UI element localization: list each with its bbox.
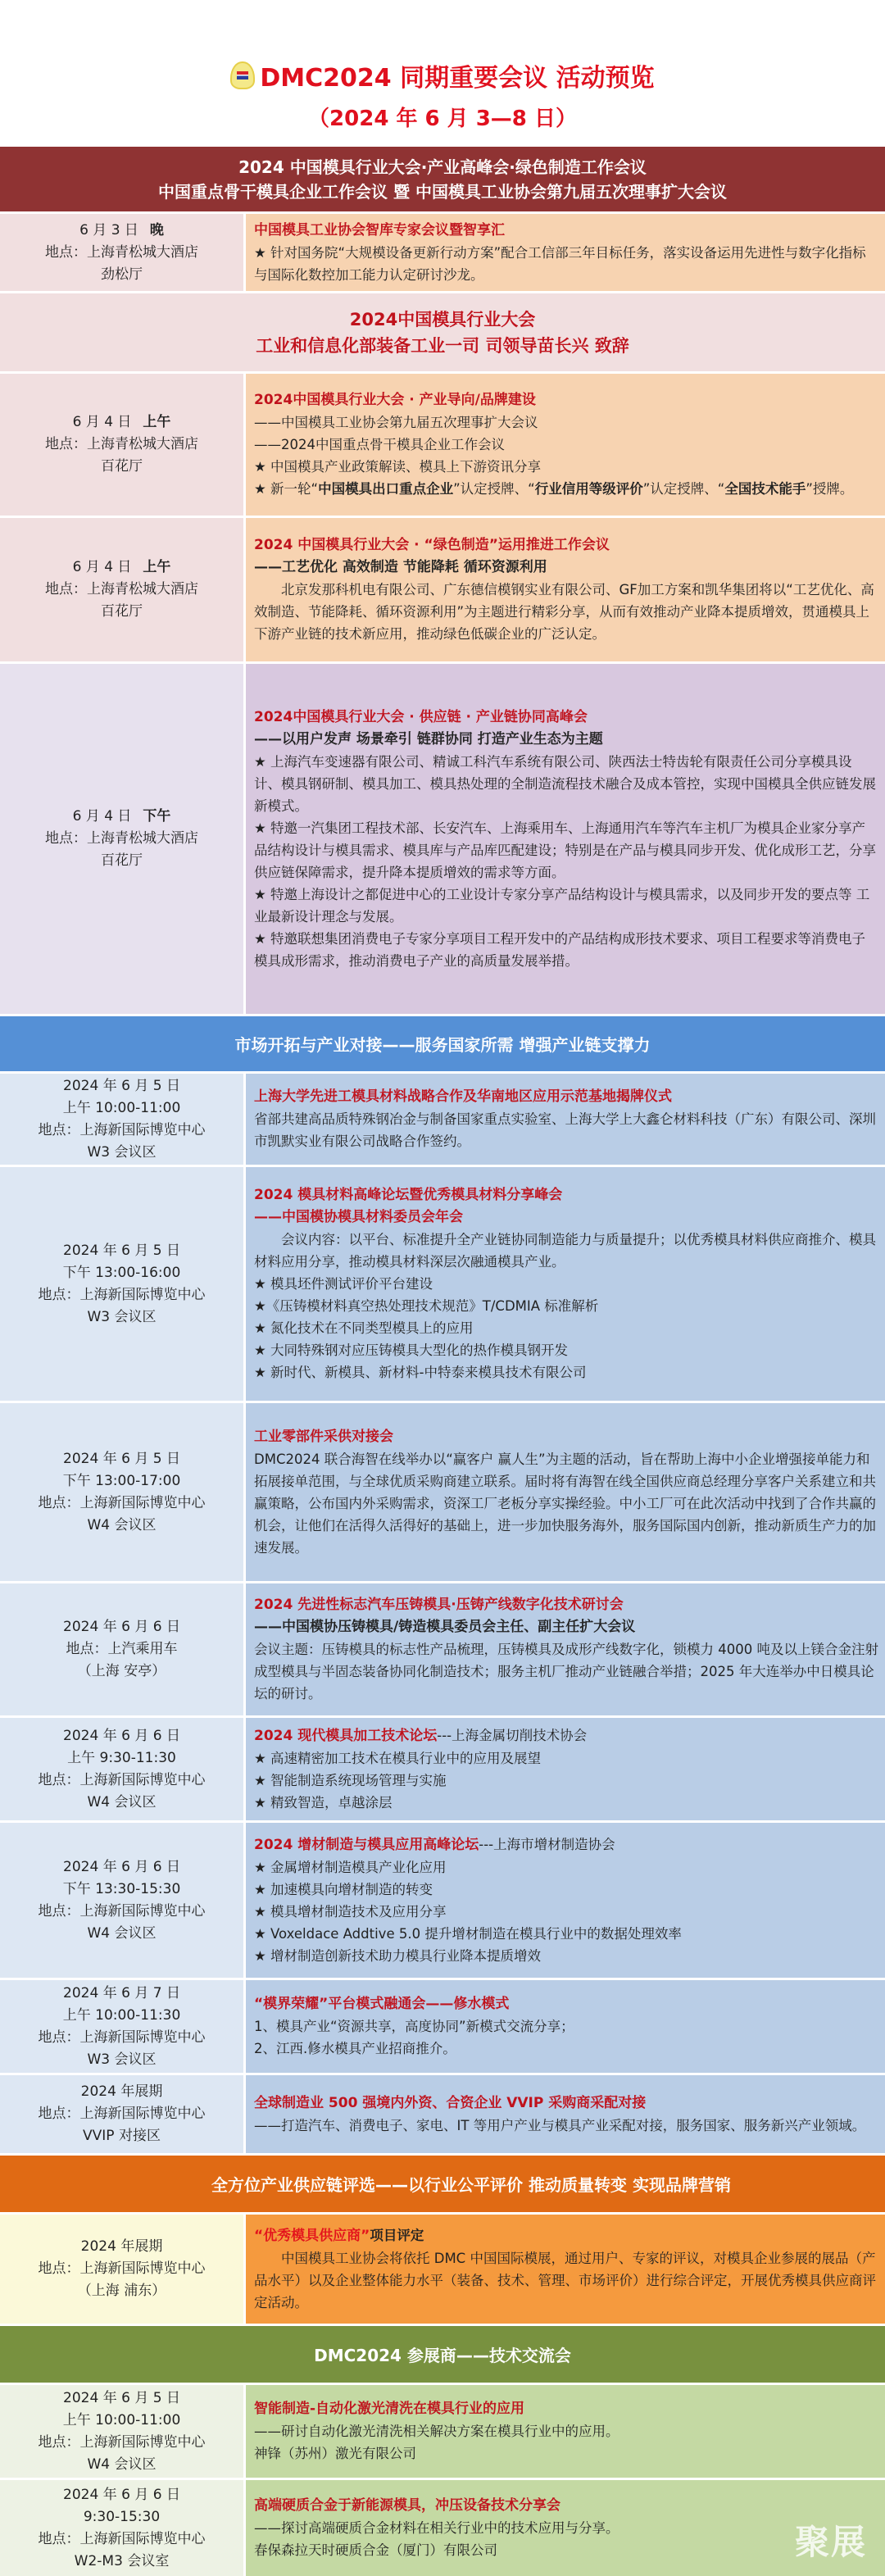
event-hall: W4 会议区: [87, 1924, 157, 1942]
schedule-row: [0, 2073, 885, 2153]
event-title: 2024 增材制造与模具应用高峰论坛---上海市增材制造协会: [254, 1837, 615, 1853]
event-time: 下午 13:30-15:30: [62, 1880, 181, 1897]
event-bullet: ★ 新一轮“中国模具出口重点企业”认定授牌、“行业信用等级评价”认定授牌、“全国技术能手”授牌。: [254, 481, 854, 497]
keynote-speech-banner: [0, 291, 885, 371]
event-title: 全球制造业 500 强境内外资、合资企业 VVIP 采购商采配对接: [254, 2094, 647, 2111]
event-time-venue: [0, 1583, 246, 1715]
event-bullet: ★ 金属增材制造模具产业化应用: [254, 1860, 447, 1875]
event-title: 2024中国模具行业大会 · 产业导向/品牌建设: [254, 392, 536, 408]
event-body: 省部共建高品质特殊钢冶金与制备国家重点实验室、上海大学上大鑫仑材料科技（广东）有限公司、深圳市凯默实业有限公司战略合作签约。: [254, 1111, 876, 1149]
event-time-venue: [0, 2480, 246, 2576]
watermark-logo: 聚展: [794, 2522, 867, 2562]
event-venue: 地点：上海新国际博览中心: [38, 2433, 206, 2451]
event-bullet: ★ 智能制造系统现场管理与实施: [254, 1773, 447, 1788]
event-bullet: ★ 特邀上海设计之都促进中心的工业设计专家分享产品结构设计与模具需求，以及同步开发的要点等 工业最新设计理念与发展。: [254, 886, 870, 925]
event-time-venue: [0, 2075, 246, 2153]
section-banner-industry-conference: [0, 144, 885, 211]
section-banner-supply-chain-selection: 全方位产业供应链评选——以行业公平评价 推动质量转变 实现品牌营销: [0, 2153, 885, 2212]
event-title: 2024中国模具行业大会 · 供应链 · 产业链协同高峰会: [254, 708, 588, 725]
event-venue: 地点：上海新国际博览中心: [38, 2106, 206, 2122]
event-date: 2024 年 6 月 6 日: [63, 1619, 180, 1635]
schedule-row: [0, 371, 885, 516]
event-venue: 地点：上海新国际博览中心: [38, 2260, 206, 2277]
event-subtitle: ——工艺优化 高效制造 节能降耗 循环资源利用: [254, 559, 547, 575]
event-title: “优秀模具供应商”项目评定: [254, 2228, 424, 2244]
event-bullet: ★ 增材制造创新技术助力模具行业降本提质增效: [254, 1948, 542, 1964]
event-hall: W4 会议区: [87, 2456, 157, 2473]
event-company: 春保森拉天时硬质合金（厦门）有限公司: [254, 2542, 497, 2558]
event-title: 智能制造-自动化激光清洗在模具行业的应用: [254, 2401, 525, 2417]
event-hall: （上海 浦东）: [77, 2283, 166, 2299]
event-bullet: ★ Voxeldace Addtive 5.0 提升增材制造在模具行业中的数据处理效率: [254, 1926, 682, 1942]
event-body: ★ 针对国务院“大规模设备更新行动方案”配合工信部三年目标任务，落实设备运用先进性与数字化指标与国际化数控加工能力认定研讨沙龙。: [254, 244, 866, 283]
event-body: ——探讨高端硬质合金材料在相关行业中的技术应用与分享。: [254, 2520, 620, 2536]
event-date: 2024 年 6 月 5 日: [63, 1242, 180, 1259]
event-venue: 地点：上海青松城大酒店: [45, 830, 198, 847]
event-bullet: ★ 高速精密加工技术在模具行业中的应用及展望: [254, 1751, 542, 1766]
event-date: 2024 年 6 月 6 日: [63, 1858, 180, 1875]
event-title: 2024 现代模具加工技术论坛---上海金属切削技术协会: [254, 1728, 588, 1744]
schedule-row: [0, 2383, 885, 2478]
event-hall: W3 会议区: [87, 1308, 157, 1325]
event-venue: 地点：上海新国际博览中心: [38, 1286, 206, 1303]
event-bullet: ★ 大同特殊钢对应压铸模具大型化的热作模具钢开发: [254, 1343, 569, 1358]
event-venue: 地点：上海新国际博览中心: [38, 1494, 206, 1511]
event-time-venue: [0, 2385, 246, 2478]
event-venue: 地点：上海新国际博览中心: [38, 1771, 206, 1788]
section-banner-market-expansion: 市场开拓与产业对接——服务国家所需 增强产业链支撑力: [0, 1014, 885, 1071]
event-hall: W3 会议区: [87, 2051, 157, 2068]
event-details: [246, 1167, 885, 1401]
banner-line: 2024 中国模具行业大会·产业高峰会·绿色制造工作会议: [238, 157, 647, 177]
event-hall: W3 会议区: [87, 1143, 157, 1161]
event-bullet: ★ 新时代、新模具、新材料-中特泰来模具技术有限公司: [254, 1365, 587, 1380]
event-time-venue: [0, 1980, 246, 2073]
event-hall: （上海 安亭）: [77, 1663, 166, 1679]
event-venue: 地点：上海新国际博览中心: [38, 2029, 206, 2046]
event-hall: 百花厅: [101, 603, 143, 620]
event-body: 中国模具工业协会将依托 DMC 中国国际模展，通过用户、专家的评议，对模具企业参展的展品（产品水平）以及企业整体能力水平（装备、技术、管理、市场评价）进行综合评定，开展优秀模具供应商评定活动。: [254, 2251, 876, 2310]
event-bullet: ★ 特邀一汽集团工程技术部、长安汽车、上海乘用车、上海通用汽车等汽车主机厂为模具企业家分享产品结构设计与模具需求、模具库与产品库匹配建设；特别是在产品与模具同步开发、优化成形工艺，分享供应链保障需求，提升降本提质增效的需求等方面。: [254, 820, 876, 880]
event-hall: VVIP 对接区: [83, 2128, 161, 2144]
event-venue: 地点：上海青松城大酒店: [45, 581, 198, 597]
event-details: [246, 374, 885, 516]
schedule-row: [0, 1715, 885, 1820]
event-time: 上午 10:00-11:30: [62, 2006, 181, 2024]
schedule-row: [0, 1581, 885, 1715]
event-body: DMC2024 联合海智在线举办以“赢客户 赢人生”为主题的活动，旨在帮助上海中小企业增强接单能力和拓展接单范围，与全球优质采购商建立联系。届时将有海智在线全国供应商总经理分享客户关系建立和共赢策略，公布国内外采购需求，资深工厂老板分享实操经验。中小工厂可在此次活动中找到了合作共赢的机会，让他们在活得久活得好的基础上，进一步加快服务海外，服务国际国内创新，推动新质生产力的加速发展。: [254, 1451, 876, 1556]
event-time-venue: [0, 1403, 246, 1581]
event-time: 上午 10:00-11:00: [62, 1099, 181, 1116]
event-subtitle: ——2024中国重点骨干模具企业工作会议: [254, 437, 505, 452]
banner-line: 中国重点骨干模具企业工作会议 暨 中国模具工业协会第九届五次理事扩大会议: [158, 181, 727, 202]
event-body: ——研讨自动化激光清洗相关解决方案在模具行业中的应用。: [254, 2424, 620, 2439]
event-time-venue: [0, 1823, 246, 1978]
event-details: [246, 518, 885, 661]
event-time: 9:30-15:30: [83, 2508, 161, 2525]
event-details: [246, 664, 885, 1014]
event-time-venue: [0, 1074, 246, 1165]
event-details: [246, 2075, 885, 2153]
event-subtitle: ——中国模具工业协会第九届五次理事扩大会议: [254, 415, 538, 430]
schedule-row: [0, 1165, 885, 1401]
event-bullet: ★ 模具增材制造技术及应用分享: [254, 1904, 447, 1920]
event-date: 2024 年 6 月 5 日: [63, 1077, 180, 1094]
event-company: 神锋（苏州）激光有限公司: [254, 2446, 416, 2461]
event-title: “模界荣耀”平台模式融通会——修水模式: [254, 1996, 510, 2012]
event-venue: 地点：上海新国际博览中心: [38, 1902, 206, 1920]
event-time: 下午 13:00-16:00: [62, 1264, 181, 1281]
event-body: 会议内容：以平台、标准提升全产业链协同制造能力与质量提升；以优秀模具材料供应商推介、模具材料应用分享，推动模具材料深层次融通模具产业。: [254, 1232, 876, 1270]
event-time-venue: [0, 214, 246, 291]
schedule-row: [0, 1978, 885, 2073]
event-time-venue: [0, 664, 246, 1014]
event-date: 2024 年 6 月 5 日: [63, 1450, 180, 1467]
event-details: [246, 1718, 885, 1820]
schedule-row: [0, 2212, 885, 2324]
event-date: 2024 年展期: [80, 2238, 163, 2255]
event-details: [246, 1980, 885, 2073]
event-date: 6 月 3 日 晚: [79, 221, 164, 239]
event-date: 2024 年 6 月 6 日: [63, 2486, 180, 2503]
schedule-row: [0, 1820, 885, 1978]
event-details: [246, 2385, 885, 2478]
event-bullet: ★《压铸模材料真空热处理技术规范》T/CDMIA 标准解析: [254, 1298, 599, 1314]
event-details: [246, 214, 885, 291]
event-venue: 地点：上汽乘用车: [66, 1641, 178, 1657]
speech-line: 工业和信息化部装备工业一司 司领导苗长兴 致辞: [256, 335, 629, 356]
event-bullet: ★ 精致智造，卓越涂层: [254, 1795, 393, 1810]
event-date: 6 月 4 日 上午: [72, 559, 171, 575]
event-date: 6 月 4 日 下午: [72, 808, 171, 825]
schedule-row: [0, 1071, 885, 1165]
event-hall: 百花厅: [101, 458, 143, 475]
event-title: 2024 中国模具行业大会 · “绿色制造”运用推进工作会议: [254, 537, 610, 553]
event-details: [246, 1074, 885, 1165]
event-hall: W4 会议区: [87, 1793, 157, 1810]
event-body: 会议主题：压铸模具的标志性产品梳理，压铸模具及成形产线数字化，锁模力 4000 吨及以上镁合金注射成型模具与半固态装备协同化制造技术；服务主机厂推动产业链融合举措；2025 年大连举办中日模具论坛的研讨。: [254, 1642, 878, 1701]
event-time: 上午 10:00-11:00: [62, 2411, 181, 2428]
event-subtitle: ——以用户发声 场景牵引 链群协同 打造产业生态为主题: [254, 730, 603, 747]
schedule-row: [0, 1401, 885, 1581]
event-title: 2024 先进性标志汽车压铸模具·压铸产线数字化技术研讨会: [254, 1597, 624, 1613]
event-body: ——打造汽车、消费电子、家电、IT 等用户产业与模具产业采配对接，服务国家、服务新兴产业领域。: [254, 2117, 866, 2133]
event-venue: 地点：上海青松城大酒店: [45, 436, 198, 452]
event-title: 上海大学先进工模具材料战略合作及华南地区应用示范基地揭牌仪式: [254, 1088, 672, 1105]
event-subtitle: ——中国模协压铸模具/铸造模具委员会主任、副主任扩大会议: [254, 1619, 636, 1635]
event-details: [246, 1583, 885, 1715]
event-title: 工业零部件采供对接会: [254, 1428, 393, 1445]
event-date: 6 月 4 日 上午: [72, 414, 171, 430]
event-hall: W2-M3 会议室: [74, 2552, 170, 2569]
event-time-venue: [0, 2215, 246, 2324]
event-date: 2024 年 6 月 7 日: [63, 1984, 180, 2001]
event-bullet: ★ 加速模具向增材制造的转变: [254, 1882, 433, 1897]
event-venue: 地点：上海青松城大酒店: [45, 243, 198, 261]
event-date: 2024 年 6 月 6 日: [63, 1727, 180, 1744]
schedule-row: [0, 516, 885, 661]
event-bullet: ★ 氮化技术在不同类型模具上的应用: [254, 1320, 474, 1336]
event-line: 2、江西.修水模具产业招商推介。: [254, 2041, 456, 2056]
event-title: 2024 模具材料高峰论坛暨优秀模具材料分享峰会: [254, 1187, 563, 1203]
event-time-venue: [0, 374, 246, 516]
event-time: 下午 13:00-17:00: [62, 1472, 181, 1489]
speech-line: 2024中国模具行业大会: [349, 309, 536, 329]
event-time-venue: [0, 518, 246, 661]
event-venue: 地点：上海新国际博览中心: [38, 1121, 206, 1138]
schedule-row: [0, 661, 885, 1014]
title-area: [0, 0, 885, 144]
event-title: 中国模具工业协会智库专家会议暨智享汇: [254, 221, 505, 239]
event-time-venue: [0, 1167, 246, 1401]
event-date: 2024 年展期: [80, 2083, 163, 2100]
event-bullet: ★ 中国模具产业政策解读、模具上下游资讯分享: [254, 459, 542, 475]
event-time: 上午 9:30-11:30: [67, 1749, 176, 1766]
cdmia-logo-icon: [230, 61, 255, 89]
schedule-row: [0, 211, 885, 291]
schedule-row: [0, 2478, 885, 2576]
event-body: 北京发那科机电有限公司、广东德信模钢实业有限公司、GF加工方案和凯华集团将以“工艺优化、高效制造、节能降耗、循环资源利用”为主题进行精彩分享，从而有效推动产业降本提质增效，贯通模具上下游产业链的技术新应用，推动绿色低碳企业的广泛认定。: [254, 582, 874, 642]
event-details: [246, 1823, 885, 1978]
event-details: [246, 2215, 885, 2324]
event-venue: 地点：上海新国际博览中心: [38, 2530, 206, 2547]
event-details: [246, 1403, 885, 1581]
event-time-venue: [0, 1718, 246, 1820]
section-banner-exhibitor-tech-exchange: DMC2024 参展商——技术交流会: [0, 2324, 885, 2383]
event-bullet: ★ 特邀联想集团消费电子专家分享项目工程开发中的产品结构成形技术要求、项目工程要求等消费电子模具成形需求，推动消费电子产业的高质量发展举措。: [254, 930, 866, 969]
event-line: 1、模具产业“资源共享，高度协同”新模式交流分享；: [254, 2019, 574, 2034]
page-title-text: DMC2024 同期重要会议 活动预览: [260, 64, 655, 93]
event-details: [246, 2480, 885, 2576]
page-subtitle: （2024 年 6 月 3—8 日）: [308, 107, 577, 131]
event-date: 2024 年 6 月 5 日: [63, 2389, 180, 2406]
event-bullet: ★ 上海汽车变速器有限公司、精诚工科汽车系统有限公司、陕西法士特齿轮有限责任公司分享模具设计、模具钢研制、模具加工、模具热处理的全制造流程技术融合及成本管控，实现中国模具全供应链发展新模式。: [254, 753, 876, 814]
event-bullet: ★ 模具坯件测试评价平台建设: [254, 1276, 433, 1292]
event-subtitle: ——中国模协模具材料委员会年会: [254, 1209, 463, 1225]
event-hall: W4 会议区: [87, 1516, 157, 1533]
event-title: 高端硬质合金于新能源模具，冲压设备技术分享会: [254, 2497, 560, 2514]
event-hall: 百花厅: [101, 852, 143, 869]
page-title: [0, 0, 885, 93]
event-hall: 劲松厅: [101, 266, 143, 283]
